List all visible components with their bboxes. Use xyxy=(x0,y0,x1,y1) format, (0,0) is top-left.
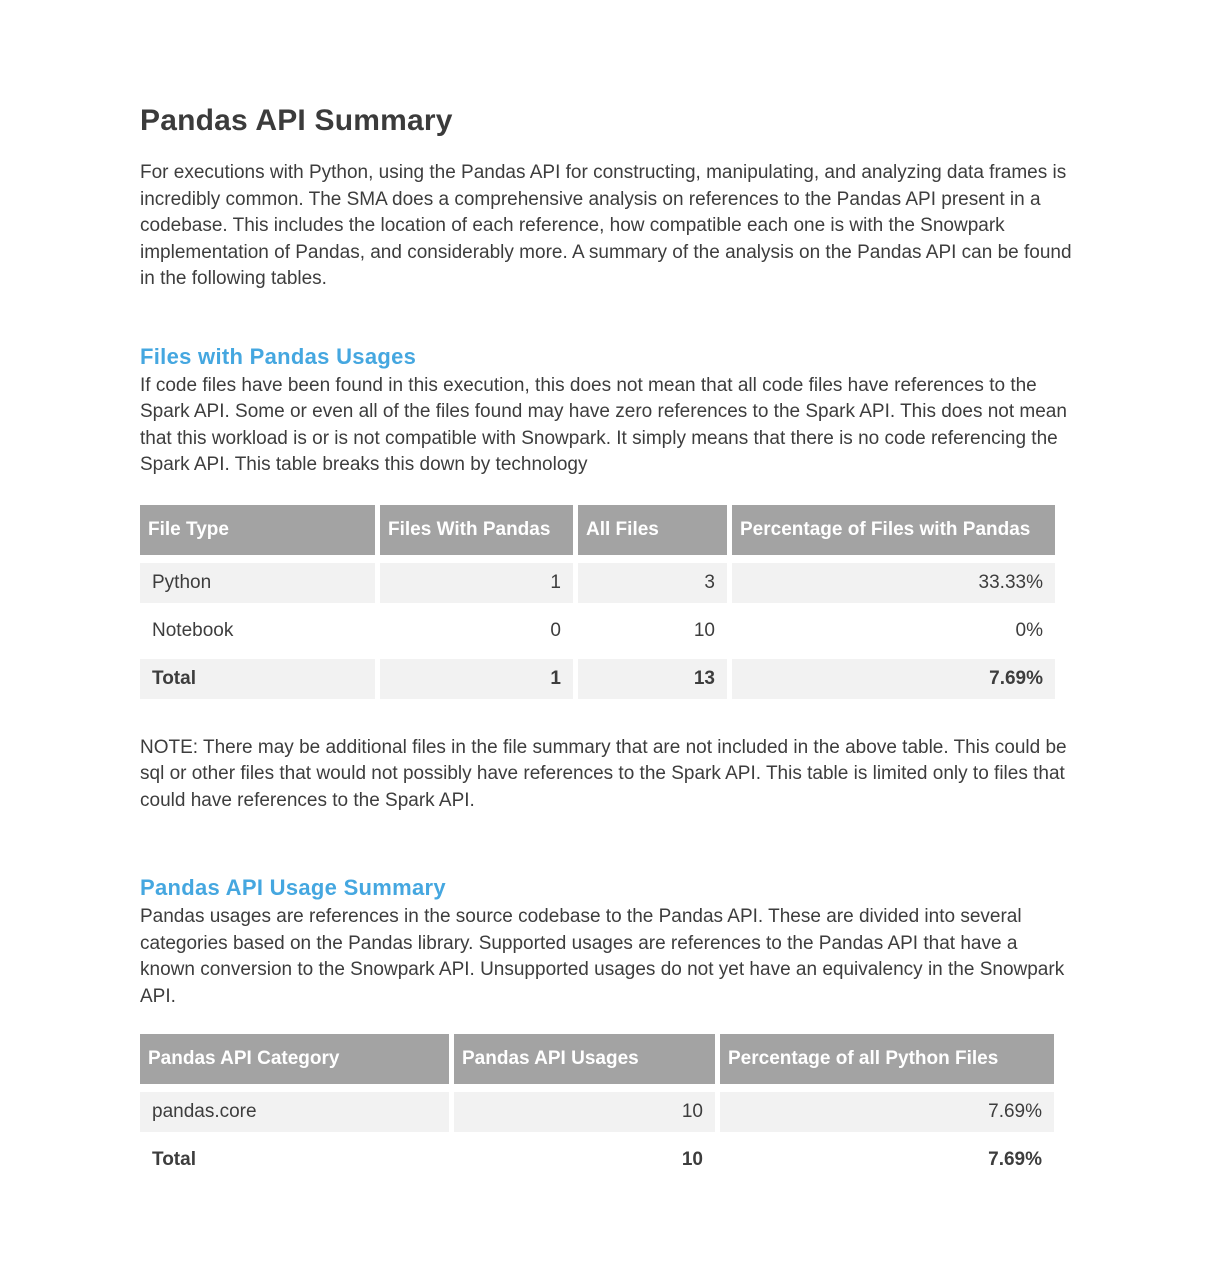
files-section-heading: Files with Pandas Usages xyxy=(140,343,417,369)
table-cell-file-type: Python xyxy=(140,563,375,603)
table-cell-files-with-pandas: 1 xyxy=(380,563,573,603)
table-cell-file-type: Notebook xyxy=(140,611,375,651)
column-header-file-type: File Type xyxy=(140,505,375,555)
table-cell-all-files: 10 xyxy=(578,611,727,651)
table-cell-all-files: 3 xyxy=(578,563,727,603)
column-header-percentage-files-with-pandas: Percentage of Files with Pandas xyxy=(732,505,1055,555)
table-cell-total-percentage: 7.69% xyxy=(732,659,1055,699)
table-cell-usages: 10 xyxy=(454,1092,715,1132)
column-header-all-files: All Files xyxy=(578,505,727,555)
table-cell-total-label: Total xyxy=(140,1140,449,1180)
files-with-pandas-table xyxy=(140,505,1216,699)
table-cell-percentage: 0% xyxy=(732,611,1055,651)
files-section-description: If code files have been found in this execution, this does not mean that all code files have references to the Spark API. Some or even all of the files found may have zero references to the Spark API. This does not mean that this workload is or is not compatible with Snowpark. It simply means that there is no code referencing the Spark API. This table breaks this down by technology xyxy=(140,374,1067,475)
pandas-api-usage-table xyxy=(140,1034,1216,1180)
column-header-pandas-api-usages: Pandas API Usages xyxy=(454,1034,715,1084)
table-cell-category: pandas.core xyxy=(140,1092,449,1132)
page-title: Pandas API Summary xyxy=(140,104,453,137)
table-cell-total-files-with-pandas: 1 xyxy=(380,659,573,699)
intro-paragraph: For executions with Python, using the Pandas API for constructing, manipulating, and analyzing data frames is incredibly common. The SMA does a comprehensive analysis on references to the Pandas API present in a codebase. This includes the location of each reference, how compatible each one is with the Snowpark implementation of Pandas, and considerably more. A summary of the analysis on the Pandas API can be found in the following tables. xyxy=(140,162,1072,289)
table-cell-percentage: 33.33% xyxy=(732,563,1055,603)
table-cell-total-usages: 10 xyxy=(454,1140,715,1180)
usage-section-description: Pandas usages are references in the source codebase to the Pandas API. These are divided into several categories based on the Pandas library. Supported usages are references to the Pandas API that have a known conversion to the Snowpark API. Unsupported usages do not yet have an equivalency in the Snowpark API. xyxy=(140,906,1065,1007)
table-cell-total-label: Total xyxy=(140,659,375,699)
files-table-note: NOTE: There may be additional files in the file summary that are not included in the above table. This could be sql or other files that would not possibly have references to the Spark API. This table is limited only to files that could have references to the Spark API. xyxy=(140,736,1067,811)
column-header-pandas-api-category: Pandas API Category xyxy=(140,1034,449,1084)
table-cell-files-with-pandas: 0 xyxy=(380,611,573,651)
table-cell-total-percentage: 7.69% xyxy=(720,1140,1054,1180)
column-header-percentage-python-files: Percentage of all Python Files xyxy=(720,1034,1054,1084)
usage-section-heading: Pandas API Usage Summary xyxy=(140,875,446,900)
column-header-files-with-pandas: Files With Pandas xyxy=(380,505,573,555)
table-cell-percentage: 7.69% xyxy=(720,1092,1054,1132)
table-cell-total-all-files: 13 xyxy=(578,659,727,699)
